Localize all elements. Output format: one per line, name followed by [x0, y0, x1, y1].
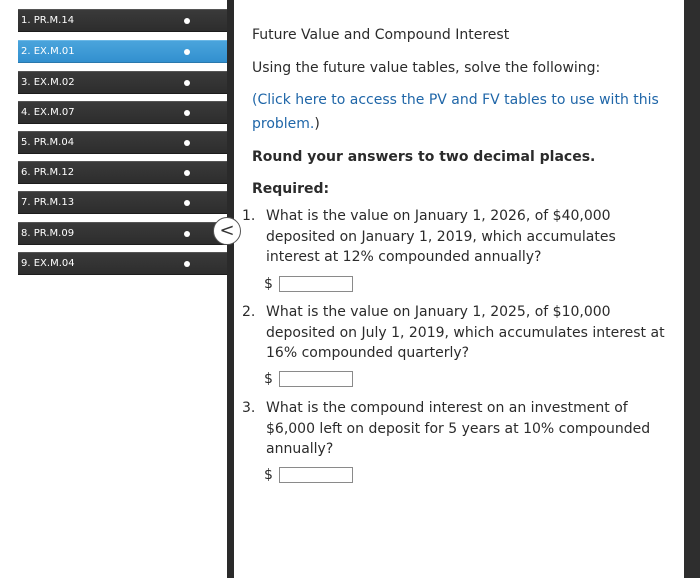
question-text: What is the value on January 1, 2025, of $10,000 deposited on July 1, 2019, which accumulates interest at 16% compounded quarterly? [266, 304, 665, 361]
rounding-note: Round your answers to two decimal places. [252, 149, 596, 165]
sidebar-item-label: 5. PR.M.04 [21, 137, 75, 148]
status-dot-icon [184, 140, 190, 146]
sidebar-item-label: 9. EX.M.04 [21, 258, 75, 269]
status-dot-icon [184, 110, 190, 116]
sidebar-item-ex-m-01[interactable] [18, 40, 227, 63]
left-margin [0, 0, 18, 578]
tables-link-line1[interactable]: (Click here to access the PV and FV tables to use with this [252, 92, 659, 108]
question-number: 3. [242, 400, 256, 416]
answer-input-3[interactable] [279, 467, 353, 483]
status-dot-icon [184, 261, 190, 267]
answer-input-1[interactable] [279, 276, 353, 292]
currency-symbol: $ [264, 467, 273, 483]
tables-link-line2[interactable]: problem.) [252, 116, 320, 132]
status-dot-icon [184, 49, 190, 55]
currency-symbol: $ [264, 371, 273, 387]
sidebar-item-pr-m-14[interactable] [18, 9, 227, 32]
sidebar-item-pr-m-04[interactable] [18, 131, 227, 154]
collapse-sidebar-button[interactable] [213, 217, 241, 245]
sidebar-item-ex-m-02[interactable] [18, 71, 227, 94]
sidebar-item-label: 6. PR.M.12 [21, 167, 75, 178]
required-heading: Required: [252, 181, 330, 197]
sidebar-item-label: 8. PR.M.09 [21, 228, 75, 239]
question-number: 1. [242, 208, 256, 224]
question-panel [234, 0, 684, 578]
sidebar-item-ex-m-04[interactable] [18, 252, 227, 275]
question-text: What is the value on January 1, 2026, of $40,000 deposited on January 1, 2019, which accumulates interest at 12% compounded annually? [266, 208, 616, 265]
sidebar-item-label: 3. EX.M.02 [21, 77, 75, 88]
currency-symbol: $ [264, 276, 273, 292]
question-text: What is the compound interest on an investment of $6,000 left on deposit for 5 years at 10% compounded annually? [266, 400, 651, 457]
sidebar-item-label: 2. EX.M.01 [21, 46, 75, 57]
question-sidebar [18, 0, 227, 578]
status-dot-icon [184, 200, 190, 206]
panel-divider [227, 0, 234, 578]
status-dot-icon [184, 18, 190, 24]
sidebar-item-ex-m-07[interactable] [18, 101, 227, 124]
instruction-text: Using the future value tables, solve the following: [252, 60, 601, 76]
sidebar-item-pr-m-13[interactable] [18, 191, 227, 214]
chevron-left-icon: < [219, 220, 235, 241]
status-dot-icon [184, 170, 190, 176]
right-margin [684, 0, 700, 578]
status-dot-icon [184, 231, 190, 237]
answer-input-2[interactable] [279, 371, 353, 387]
sidebar-item-pr-m-09[interactable] [18, 222, 227, 245]
question-number: 2. [242, 304, 256, 320]
sidebar-item-pr-m-12[interactable] [18, 161, 227, 184]
page-title: Future Value and Compound Interest [252, 27, 510, 43]
sidebar-item-label: 4. EX.M.07 [21, 107, 75, 118]
sidebar-item-label: 1. PR.M.14 [21, 15, 75, 26]
status-dot-icon [184, 80, 190, 86]
sidebar-item-label: 7. PR.M.13 [21, 197, 75, 208]
